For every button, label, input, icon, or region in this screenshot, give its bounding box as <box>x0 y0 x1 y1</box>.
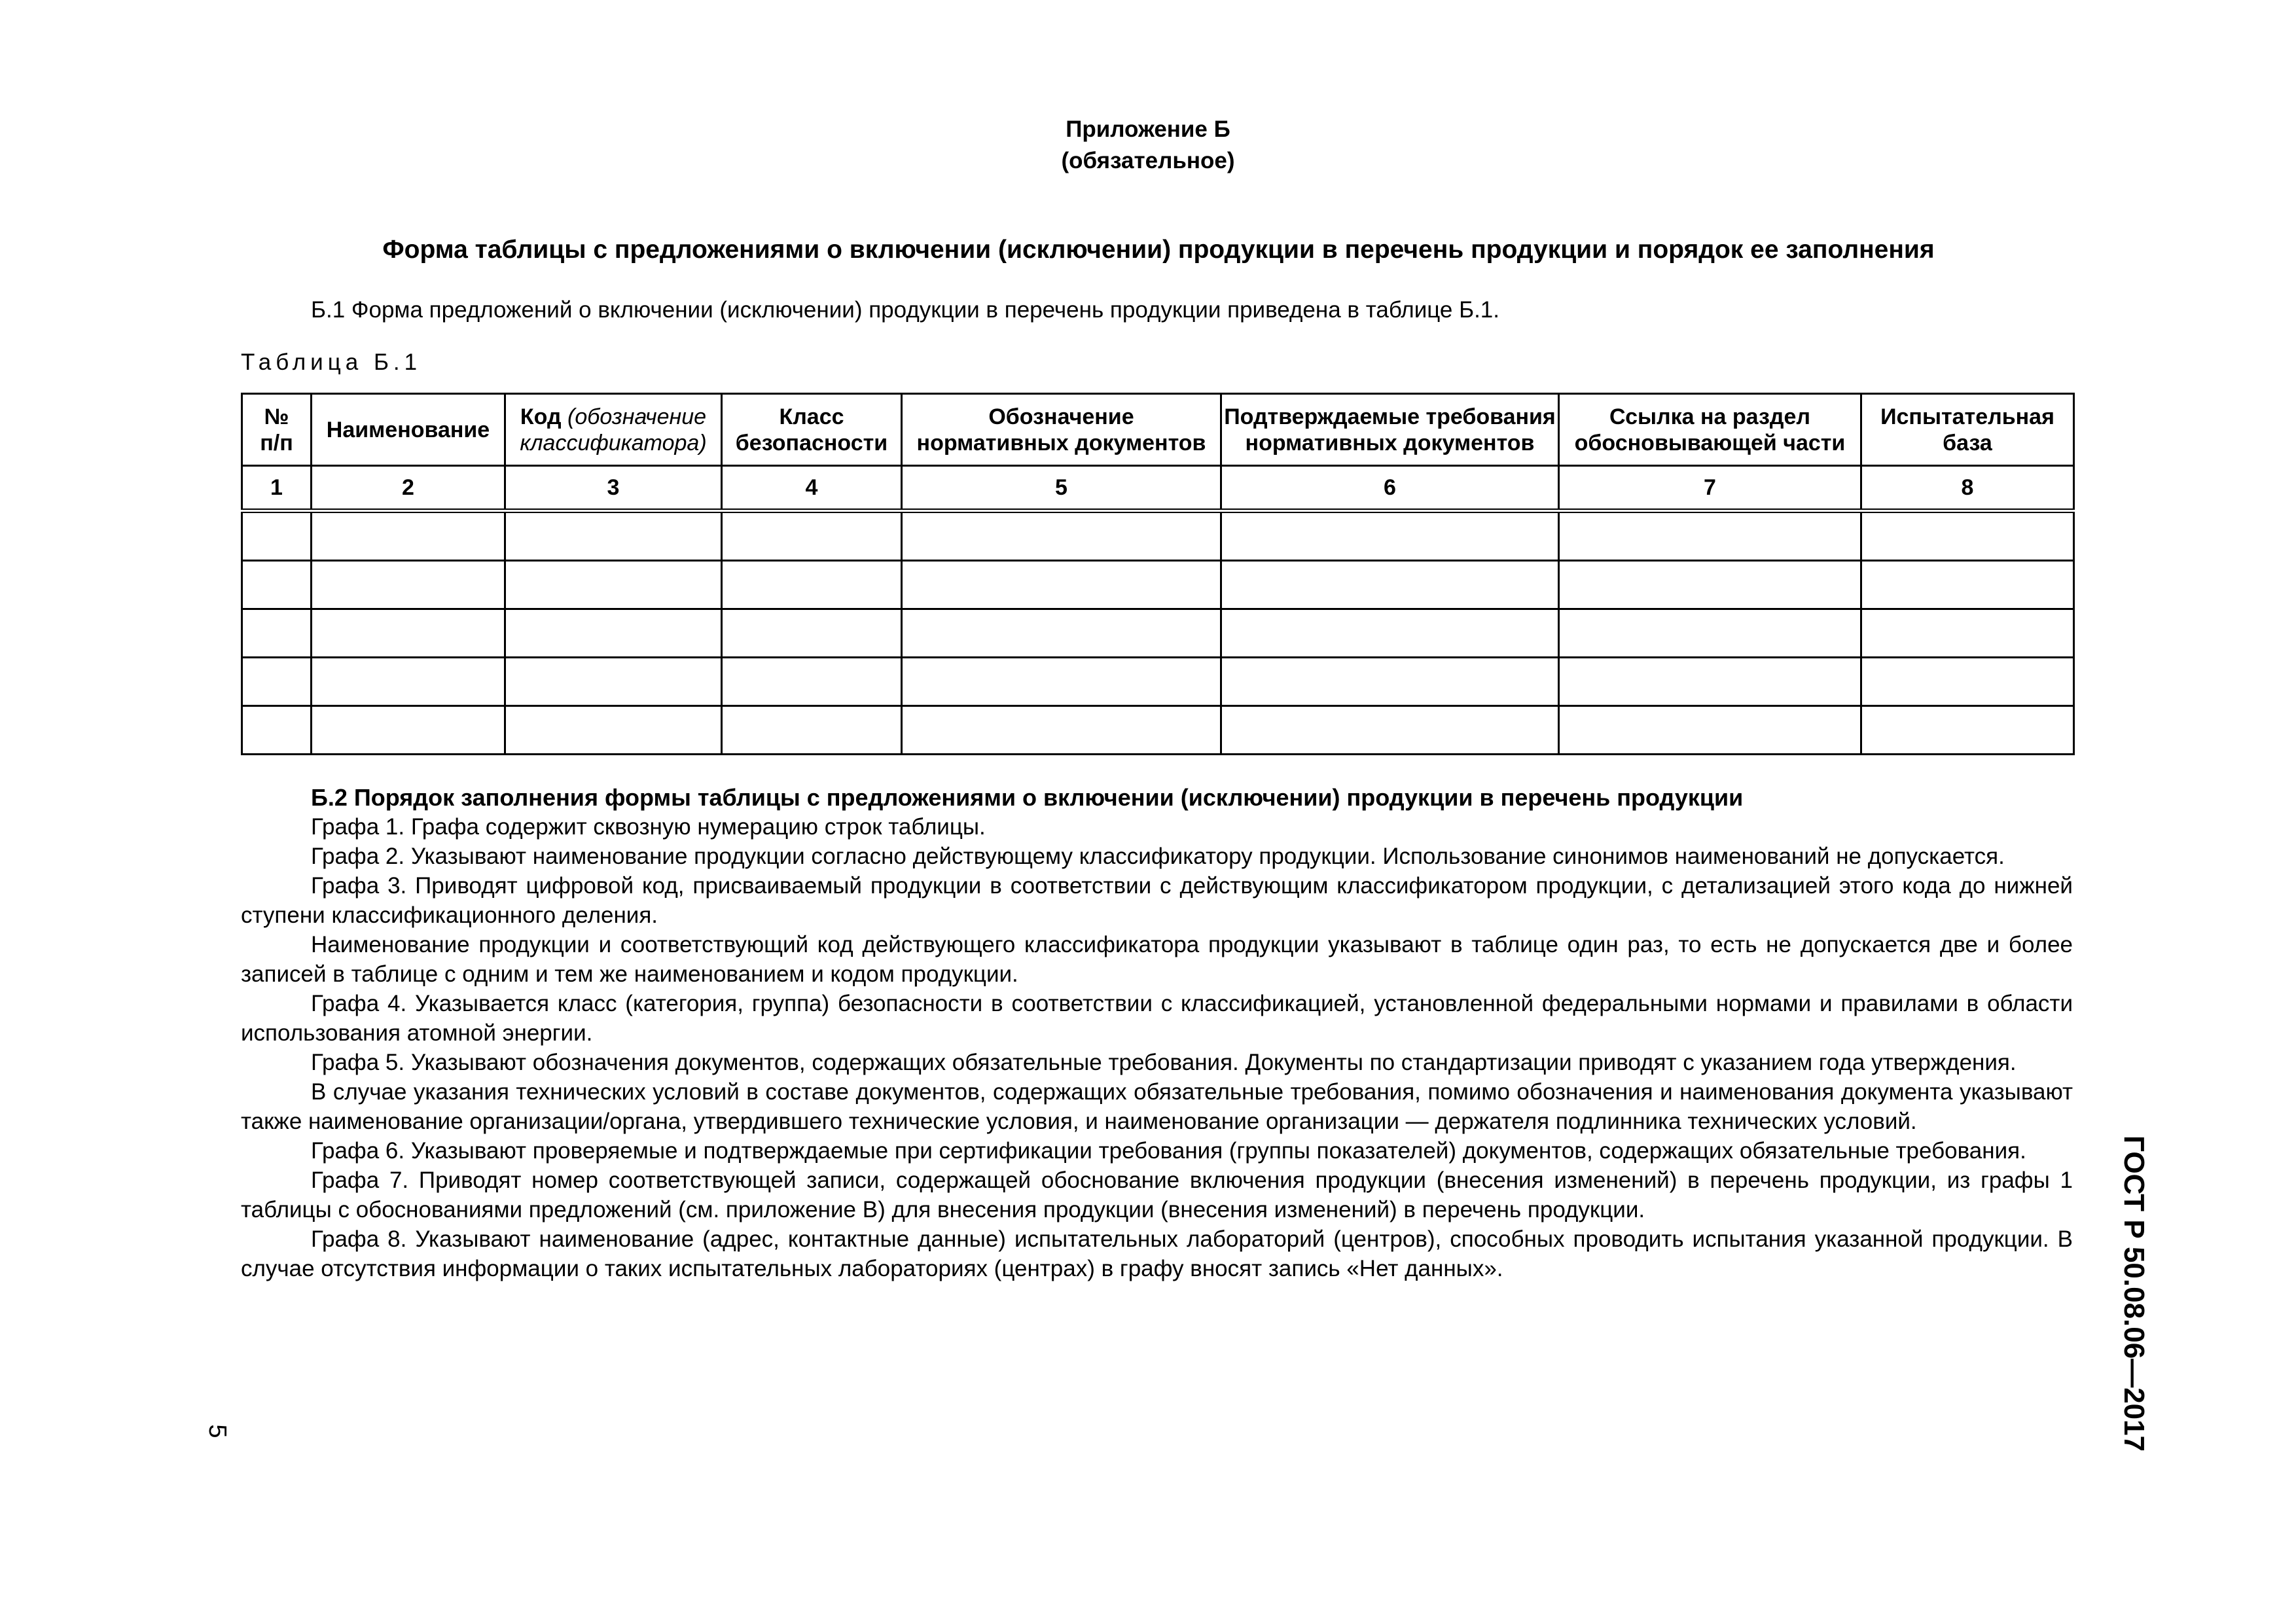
table-cell <box>722 658 902 706</box>
table-cell <box>505 609 722 658</box>
table-cell <box>722 511 902 561</box>
appendix-subtitle: (обязательное) <box>1061 148 1235 173</box>
section-paragraph: Графа 1. Графа содержит сквозную нумерацию строк таблицы. <box>311 814 986 840</box>
column-number: 8 <box>1861 466 2074 511</box>
table-cell <box>1559 561 1861 609</box>
page-number: 5 <box>204 1424 231 1438</box>
table-cell <box>505 706 722 755</box>
header-col-4: Класс безопасности <box>722 394 902 466</box>
column-number: 1 <box>242 466 312 511</box>
section-paragraph: Графа 4. Указывается класс (категория, группа) безопасности в соответствии с классификацией, установленной федеральными нормами и правилами в области использования атомной энергии. <box>241 991 2073 1046</box>
table-header-row <box>242 394 2074 466</box>
table-cell <box>1861 511 2074 561</box>
table-cell <box>722 561 902 609</box>
section-b2-heading: Б.2 Порядок заполнения формы таблицы с предложениями о включении (исключении) продукции в перечень продукции <box>311 784 1744 811</box>
table-cell <box>1559 658 1861 706</box>
column-number-row <box>242 466 2074 511</box>
table-cell <box>722 706 902 755</box>
form-title: Форма таблицы с предложениями о включении (исключении) продукции в перечень продукции и порядок ее заполнения <box>382 236 1935 264</box>
header-col-2: Наименование <box>312 394 505 466</box>
table-cell <box>242 609 312 658</box>
table-cell <box>242 511 312 561</box>
section-paragraph: Графа 6. Указывают проверяемые и подтверждаемые при сертификации требования (группы показателей) документов, содержащих обязательные требования. <box>311 1138 2026 1164</box>
form-table-b1 <box>241 393 2075 755</box>
table-cell <box>312 658 505 706</box>
table-cell <box>1221 706 1559 755</box>
table-cell <box>242 561 312 609</box>
table-cell <box>1861 706 2074 755</box>
table-cell <box>1221 609 1559 658</box>
table-cell <box>242 658 312 706</box>
table-cell <box>1559 609 1861 658</box>
table-cell <box>902 511 1221 561</box>
table-cell <box>505 511 722 561</box>
column-number: 2 <box>312 466 505 511</box>
table-cell <box>312 609 505 658</box>
column-number: 5 <box>902 466 1221 511</box>
table-row <box>242 706 2074 755</box>
header-col-7: Ссылка на раздел обосновывающей части <box>1559 394 1861 466</box>
table-cell <box>902 658 1221 706</box>
section-paragraph: Графа 7. Приводят номер соответствующей записи, содержащей обоснование включения продукции (внесения изменений) в перечень продукции, из графы 1 таблицы с обоснованиями предложений (см. приложение В) для внесения продукции (внесения изменений) в перечень продукции. <box>241 1168 2073 1222</box>
table-row <box>242 511 2074 561</box>
header-col-6: Подтверждаемые требования нормативных документов <box>1221 394 1559 466</box>
section-paragraph: Наименование продукции и соответствующий код действующего классификатора продукции указывают в таблице один раз, то есть не допускается две и более записей в таблице с одним и тем же наименованием и кодом продукции. <box>241 932 2073 987</box>
table-cell <box>1559 511 1861 561</box>
table-cell <box>505 561 722 609</box>
intro-paragraph: Б.1 Форма предложений о включении (исключении) продукции в перечень продукции приведена в таблице Б.1. <box>311 297 1500 323</box>
header-col-3: Код (обозначение классификатора) <box>505 394 722 466</box>
table-cell <box>722 609 902 658</box>
table-cell <box>1221 511 1559 561</box>
document-code: ГОСТ Р 50.08.06—2017 <box>2118 1135 2150 1452</box>
table-cell <box>902 706 1221 755</box>
table-cell <box>902 609 1221 658</box>
table-cell <box>312 706 505 755</box>
column-number: 6 <box>1221 466 1559 511</box>
table-cell <box>1221 561 1559 609</box>
section-paragraph: Графа 2. Указывают наименование продукции согласно действующему классификатору продукции. Использование синонимов наименований не допускается. <box>311 844 2005 869</box>
appendix-heading <box>0 114 2296 177</box>
header-col-8: Испытательная база <box>1861 394 2074 466</box>
header-col-5: Обозначение нормативных документов <box>902 394 1221 466</box>
table-cell <box>1861 561 2074 609</box>
table-cell <box>312 561 505 609</box>
table-row <box>242 658 2074 706</box>
section-paragraph: В случае указания технических условий в составе документов, содержащих обязательные требования, помимо обозначения и наименования документа указывают также наименование организации/органа, утвердившего технические условия, и наименование организации — держателя подлинника технических условий. <box>241 1079 2073 1134</box>
table-cell <box>1221 658 1559 706</box>
table-cell <box>1559 706 1861 755</box>
column-number: 3 <box>505 466 722 511</box>
table-caption: Таблица Б.1 <box>241 349 422 375</box>
section-paragraph: Графа 3. Приводят цифровой код, присваиваемый продукции в соответствии с действующим классификатором продукции, с детализацией этого кода до нижней ступени классификационного деления. <box>241 873 2073 928</box>
table-cell <box>242 706 312 755</box>
table-cell <box>312 511 505 561</box>
table-cell <box>1861 609 2074 658</box>
header-col-1: № п/п <box>242 394 312 466</box>
table-cell <box>505 658 722 706</box>
table-cell <box>1861 658 2074 706</box>
section-b2 <box>241 783 2073 1283</box>
table-cell <box>902 561 1221 609</box>
column-number: 7 <box>1559 466 1861 511</box>
appendix-title: Приложение Б <box>1066 116 1230 142</box>
section-paragraph: Графа 5. Указывают обозначения документов, содержащих обязательные требования. Документы по стандартизации приводят с указанием года утверждения. <box>311 1050 2017 1075</box>
section-paragraph: Графа 8. Указывают наименование (адрес, контактные данные) испытательных лабораторий (центров), способных проводить испытания указанной продукции. В случае отсутствия информации о таких испытательных лабораториях (центрах) в графу вносят запись «Нет данных». <box>241 1226 2073 1281</box>
table-row <box>242 561 2074 609</box>
table-row <box>242 609 2074 658</box>
column-number: 4 <box>722 466 902 511</box>
